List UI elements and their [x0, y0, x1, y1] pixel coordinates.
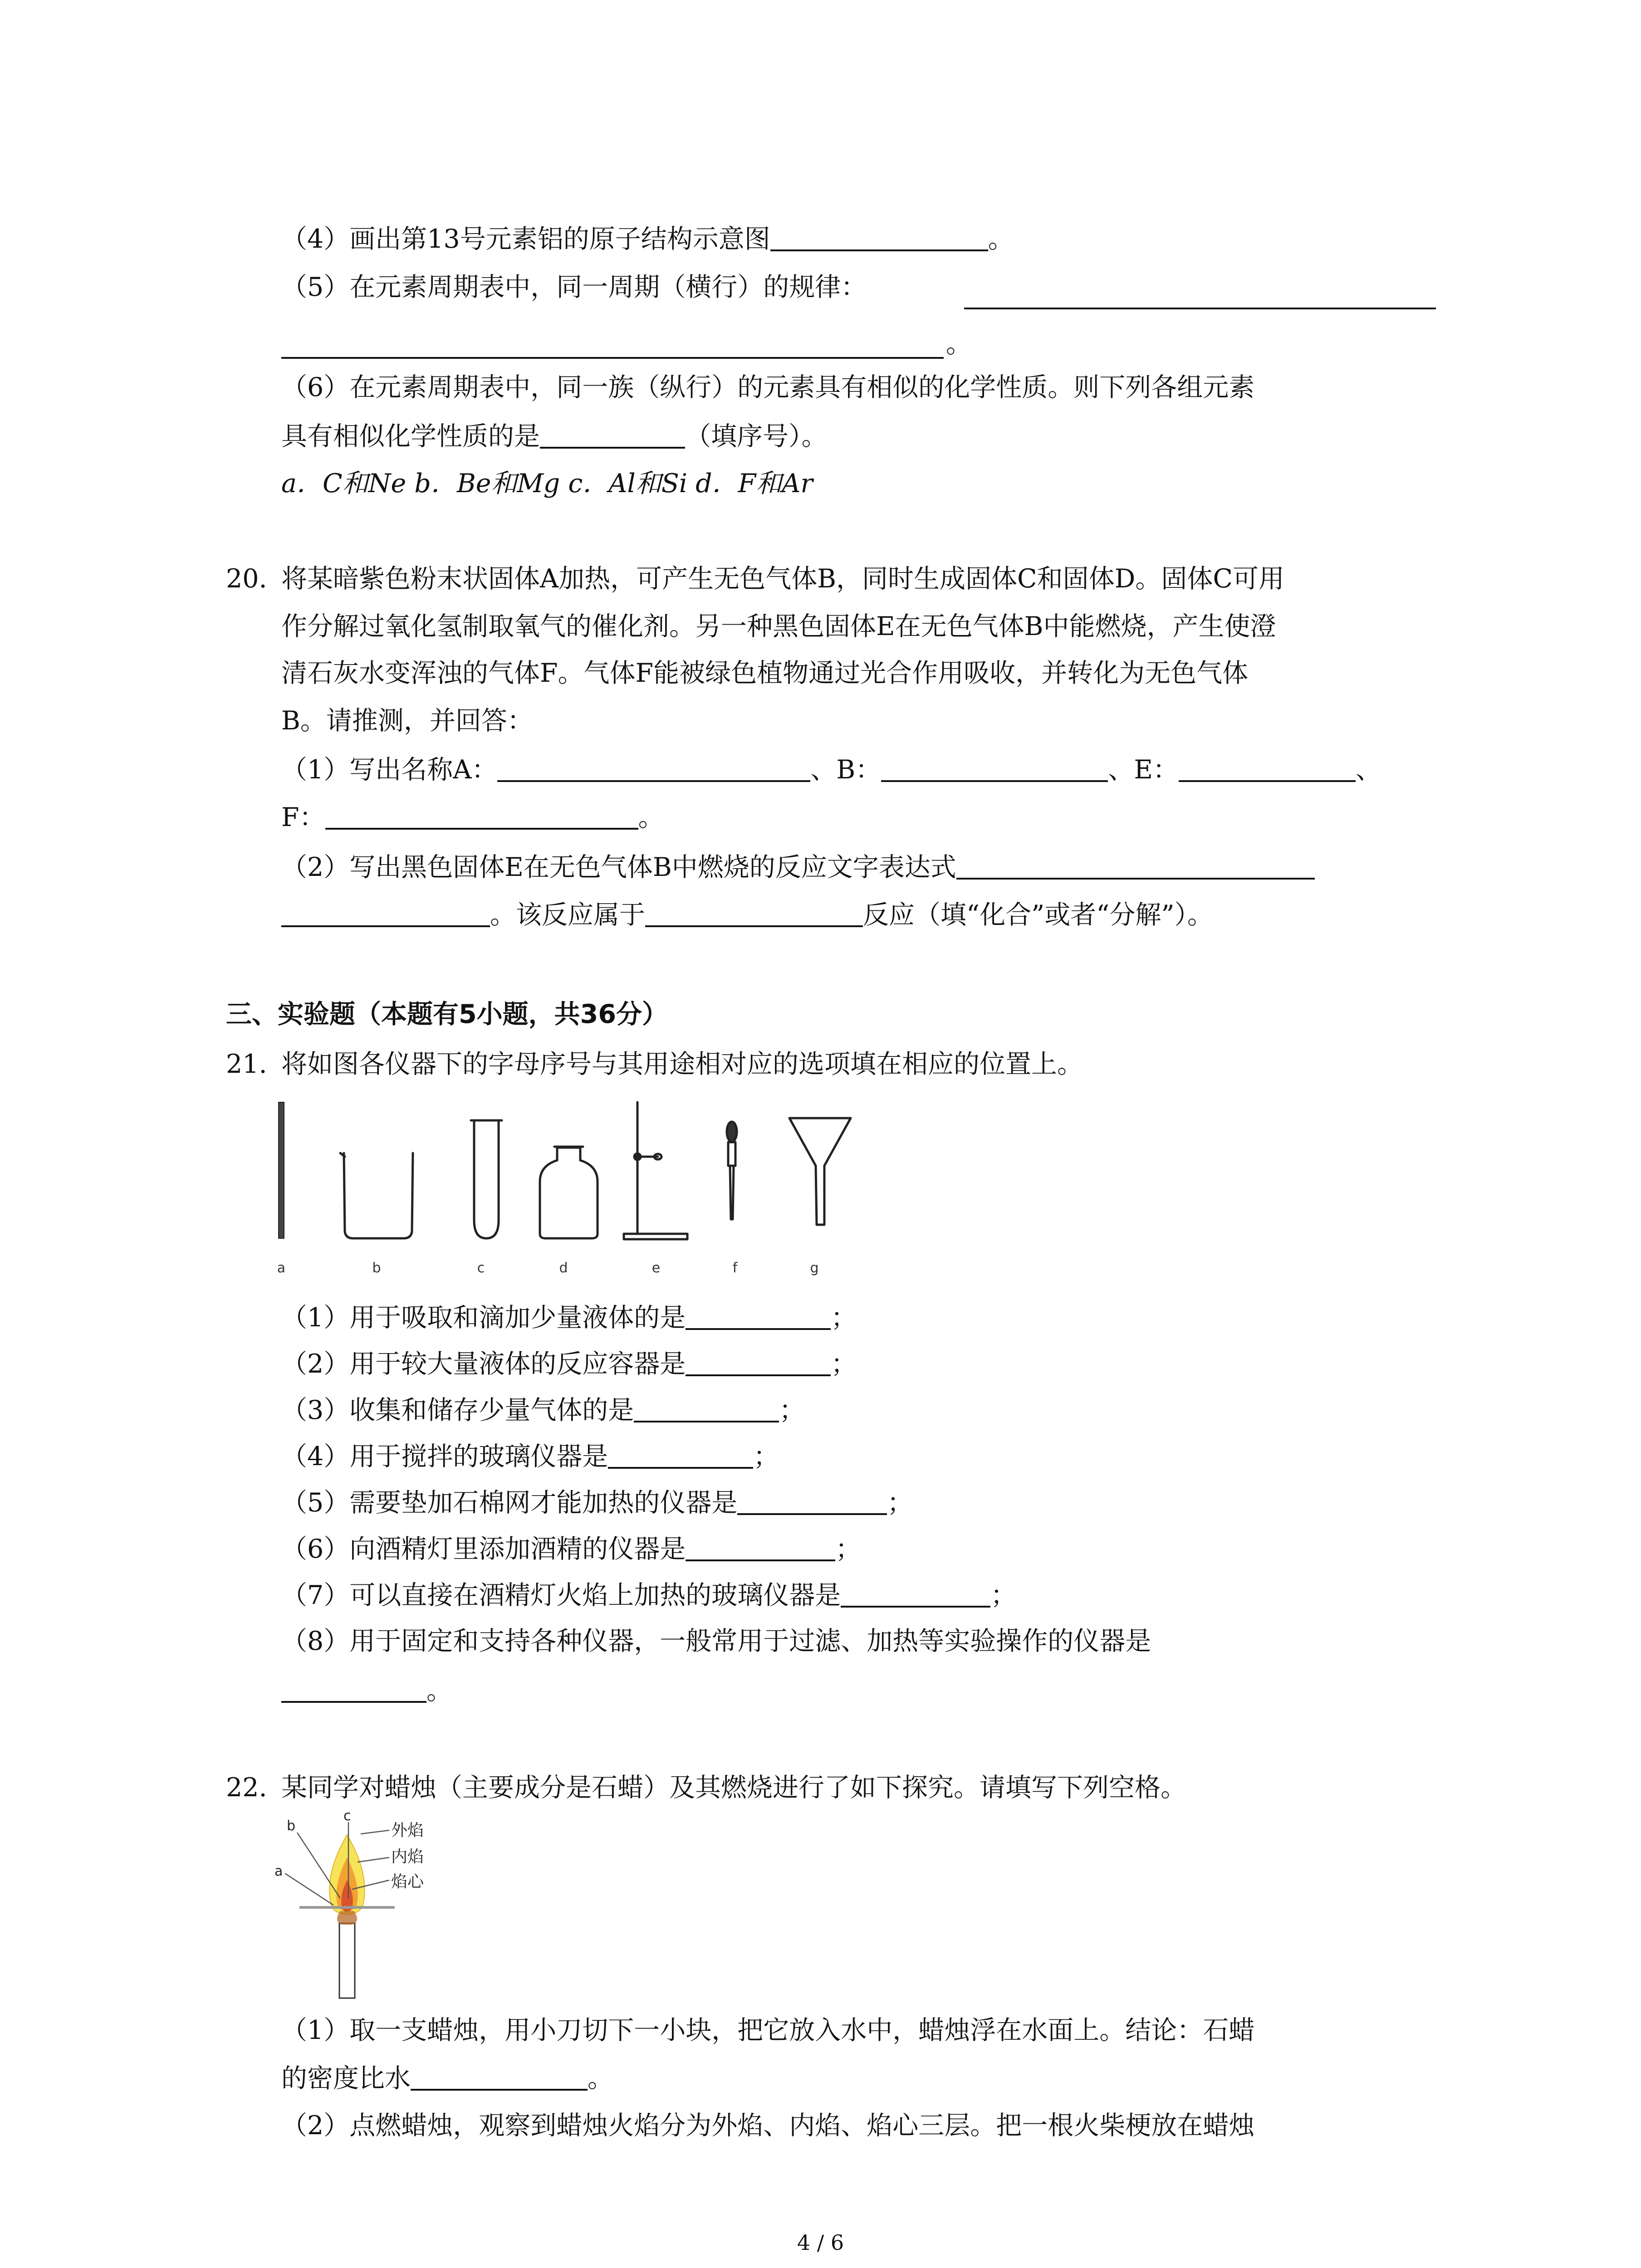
candle-pointer-a: a [274, 1863, 283, 1879]
q21-item-5: （5）需要垫加石棉网才能加热的仪器是 ； [281, 1486, 913, 1519]
q21-item-6: （6）向酒精灯里添加酒精的仪器是 ； [281, 1532, 861, 1565]
q21-item-2: （2）用于较大量液体的反应容器是 ； [281, 1347, 857, 1380]
instrument-label-c: c [477, 1260, 485, 1276]
q19-part6-blank[interactable] [540, 420, 685, 449]
q20-stem-line-3: 清石灰水变浑浊的气体F。气体F能被绿色植物通过光合作用吸收，并转化为无色气体 [281, 658, 1249, 688]
q21-item-8: （8）用于固定和支持各种仪器，一般常用于过滤、加热等实验操作的仪器是 [281, 1626, 1151, 1656]
q19-part5-text: （5）在元素周期表中，同一周期（横行）的规律： [281, 272, 867, 302]
flame-label-outer: 外焰 [391, 1821, 424, 1840]
instrument-label-g: g [810, 1260, 819, 1276]
q19-part5-blank-1[interactable] [964, 308, 1436, 309]
candle-body-icon [339, 1923, 355, 1998]
q22-blank-density[interactable] [411, 2062, 588, 2091]
q22-candle-flame-figure [272, 1812, 463, 2003]
q20-part1-line2: F： 。 [281, 801, 664, 834]
q19-part4-text: （4）画出第13号元素铝的原子结构示意图 [281, 224, 770, 254]
q21-blank-4[interactable] [608, 1440, 753, 1469]
test-tube-icon [471, 1120, 502, 1238]
q20-number: 20. [226, 564, 267, 594]
candle-pointer-b: b [287, 1818, 296, 1834]
section3-title: 三、实验题（本题有5小题，共36分） [226, 999, 668, 1029]
q20-blank-A[interactable] [497, 753, 810, 782]
q21-blank-1[interactable] [686, 1301, 831, 1330]
beaker-icon [340, 1153, 413, 1238]
q19-part4: （4）画出第13号元素铝的原子结构示意图 。 [281, 222, 1014, 255]
instrument-label-e: e [652, 1260, 661, 1276]
q20-part2: （2）写出黑色固体E在无色气体B中燃烧的反应文字表达式 [281, 850, 1315, 884]
q20-part1: （1）写出名称A： 、B： 、E： 、 [281, 753, 1381, 786]
q20-stem-line-4: B。请推测，并回答： [281, 706, 533, 736]
q19-part5-end: 。 [946, 329, 972, 359]
q19-option-a: a．C和Ne [281, 469, 415, 499]
q21-blank-7[interactable] [841, 1579, 990, 1608]
q21-blank-5[interactable] [737, 1486, 887, 1515]
flame-label-inner: 内焰 [391, 1848, 424, 1866]
q19-options [281, 467, 813, 500]
q22-part1-line2: 的密度比水 。 [281, 2062, 613, 2095]
instrument-label-b: b [372, 1260, 381, 1276]
q22-part2-line1: （2）点燃蜡烛，观察到蜡烛火焰分为外焰、内焰、焰心三层。把一根火柴梗放在蜡烛 [281, 2111, 1255, 2141]
flame-label-core: 焰心 [391, 1872, 424, 1891]
candle-pointer-c: c [343, 1812, 351, 1824]
q20-blank-E[interactable] [1179, 753, 1356, 782]
q21-item-3: （3）收集和储存少量气体的是 ； [281, 1393, 805, 1427]
iron-stand-icon [624, 1102, 687, 1239]
q21-blank-3[interactable] [634, 1393, 779, 1422]
q19-part6-line1: （6）在元素周期表中，同一族（纵行）的元素具有相似的化学性质。则下列各组元素 [281, 372, 1255, 402]
q21-item-8-line2: 。 [281, 1674, 452, 1707]
q21-stem: 将如图各仪器下的字母序号与其用途相对应的选项填在相应的位置上。 [281, 1049, 1083, 1079]
q19-part5-blank-2[interactable] [281, 357, 944, 359]
instrument-label-d: d [559, 1260, 568, 1276]
q21-item-7: （7）可以直接在酒精灯火焰上加热的玻璃仪器是 ； [281, 1579, 1016, 1612]
gas-bottle-icon [540, 1147, 598, 1238]
q20-blank-reaction-type[interactable] [645, 898, 863, 927]
q19-option-c: c．Al和Si [568, 469, 696, 499]
q20-blank-equation-cont[interactable] [281, 898, 490, 927]
q21-item-4: （4）用于搅拌的玻璃仪器是 ； [281, 1440, 779, 1473]
candle-flame-icon [329, 1835, 364, 1925]
q21-blank-2[interactable] [686, 1347, 831, 1376]
dropper-icon [727, 1122, 737, 1219]
page-number: 4 / 6 [797, 2230, 844, 2255]
q22-number: 22. [226, 1773, 267, 1803]
q20-blank-F[interactable] [325, 801, 638, 830]
q19-part4-blank[interactable] [770, 222, 988, 251]
q20-blank-equation[interactable] [956, 850, 1315, 880]
q22-part1-line1: （1）取一支蜡烛，用小刀切下一小块，把它放入水中，蜡烛浮在水面上。结论：石蜡 [281, 2015, 1255, 2045]
glass-rod-icon [279, 1102, 284, 1238]
q20-part2-line2: 。该反应属于 反应（填“化合”或者“分解”）。 [281, 898, 1213, 931]
q22-stem: 某同学对蜡烛（主要成分是石蜡）及其燃烧进行了如下探究。请填写下列空格。 [281, 1773, 1186, 1803]
instrument-label-a: a [277, 1260, 286, 1276]
q19-part5 [281, 271, 867, 303]
q21-number: 21. [226, 1049, 267, 1079]
q20-stem-line-1: 将某暗紫色粉末状固体A加热，可产生无色气体B，同时生成固体C和固体D。固体C可用 [281, 564, 1284, 594]
q21-blank-6[interactable] [686, 1532, 835, 1561]
q21-instruments-figure [268, 1098, 885, 1288]
q19-part6-line2: 具有相似化学性质的是 （填序号）。 [281, 420, 828, 453]
q19-option-b: b．Be和Mg [414, 469, 568, 499]
funnel-icon [789, 1118, 851, 1225]
q19-option-d: d．F和Ar [696, 469, 813, 499]
q21-blank-8[interactable] [281, 1674, 426, 1703]
q21-item-1: （1）用于吸取和滴加少量液体的是 ； [281, 1301, 857, 1334]
q20-stem-line-2: 作分解过氧化氢制取氧气的催化剂。另一种黑色固体E在无色气体B中能燃烧，产生使澄 [281, 611, 1276, 641]
q20-blank-B[interactable] [881, 753, 1108, 782]
instrument-label-f: f [732, 1260, 738, 1276]
